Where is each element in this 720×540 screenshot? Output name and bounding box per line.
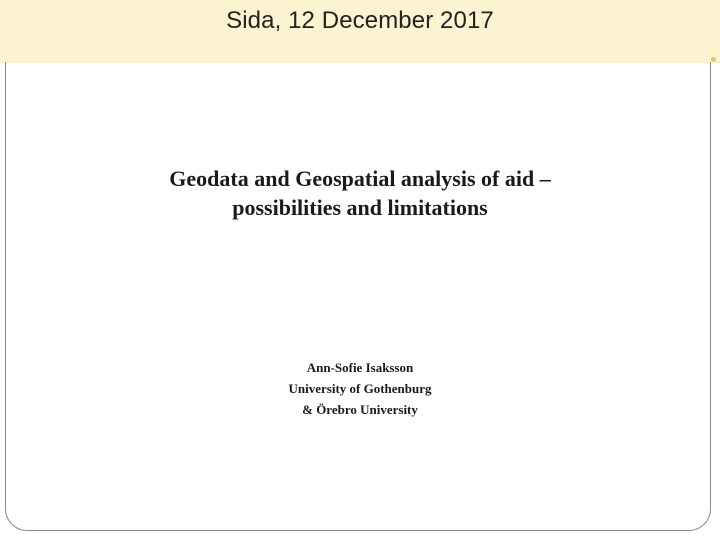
slide-frame	[5, 62, 711, 531]
main-title-line-1: Geodata and Geospatial analysis of aid –	[169, 166, 551, 191]
header-band	[0, 0, 720, 63]
author-name: Ann-Sofie Isaksson	[306, 360, 414, 375]
header-title: Sida, 12 December 2017	[226, 7, 494, 34]
main-title	[60, 164, 660, 222]
decorative-dot	[711, 57, 716, 62]
main-title-line-2: possibilities and limitations	[232, 195, 488, 220]
author-block	[160, 357, 560, 420]
author-affiliation-2: & Örebro University	[302, 402, 418, 417]
author-affiliation-1: University of Gothenburg	[288, 381, 432, 396]
